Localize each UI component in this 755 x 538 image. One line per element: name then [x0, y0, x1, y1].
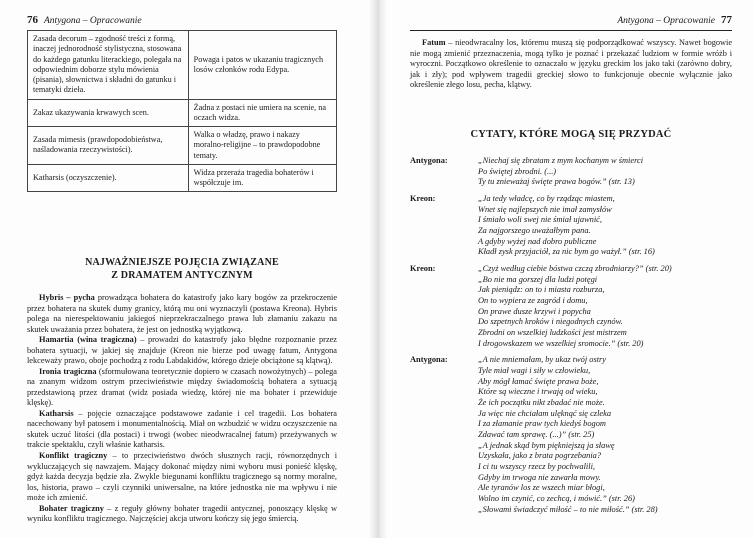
quote-line: „A nie mniemałam, by ukaz twój ostry: [478, 355, 607, 365]
left-page-number: 76: [27, 14, 38, 26]
concept-paragraph: [27, 335, 337, 367]
quote-line: Gdyby im trwoga nie zawarła mowy.: [478, 472, 601, 482]
table-row: [28, 99, 337, 127]
left-running-title: Antygona – Opracowanie: [44, 16, 142, 26]
left-page: [0, 0, 377, 538]
quote-line: Jak pieniądz: on to i miasta rozburza,: [478, 285, 605, 295]
concept-term: Hybris – pycha: [39, 293, 95, 302]
quote-line: Za najgorszego uważałbym pana.: [478, 226, 591, 236]
right-header-rule: [410, 30, 732, 31]
concepts-body: [27, 293, 337, 525]
quote-speaker: Antygona:: [410, 355, 448, 365]
quote-line: I ci tu wszyscy rzecz by pochwalili,: [478, 462, 595, 472]
table-cell-right: Widza przeraża tragedia bohaterów i współczuje im.: [188, 164, 336, 192]
quote-line: I za złamanie praw tych kiedyś bogom: [478, 419, 606, 429]
quote-line: Ty tu znieważaj święte prawa bogów.” (str. 13): [478, 177, 635, 187]
concept-term: Hamartia (wina tragiczna): [39, 335, 137, 345]
quote-line: I śmiało woli swej nie śmiał ujawnić,: [478, 215, 602, 225]
quote-line: Do szpetnych kroków i niegodnych czynów.: [478, 317, 623, 327]
quote-line: Ja więc nie chciałam ulęknąć się czleka: [478, 408, 612, 418]
table-cell-left: Katharsis (oczyszczenie).: [28, 164, 189, 192]
quote-line: „Czyż według ciebie bóstwa czczą zbrodniarzy?” (str. 20): [478, 264, 672, 274]
concepts-section-title: [27, 256, 337, 282]
section-title-line-2: Z DRAMATEM ANTYCZNYM: [111, 270, 253, 281]
quote-block: [410, 264, 732, 349]
concept-paragraph: [27, 293, 337, 335]
right-running-head: [617, 14, 732, 26]
quote-block: [410, 355, 732, 515]
quote-line: Po świętej zbrodni. (...): [478, 166, 557, 176]
book-gutter: [369, 0, 387, 538]
table-row: [28, 127, 337, 165]
concept-term: Konflikt tragiczny: [39, 450, 108, 460]
quote-lines: [478, 264, 672, 349]
fatum-paragraph: [410, 38, 732, 91]
table-cell-left: Zasada decorum – zgodność treści z formą, inaczej jednorodność stylistyczna, stosowana do każdego gatunku literackiego, polegała na odpowiednim doborze stylu mówienia (pisania), słownictwa i składni do gatunku i tematyki dzieła.: [28, 31, 189, 100]
quote-line: „Niechaj się zbratam z mym kochanym w śmierci: [478, 156, 644, 165]
quote-lines: [478, 156, 643, 188]
table-cell-right: Powaga i patos w ukazaniu tragicznych losów członków rodu Edypa.: [188, 31, 336, 100]
quote-line: Kładł zysk przyjaciół, za nic bym go ważył.” (str. 16): [478, 247, 655, 257]
quotes-section-title: CYTATY, KTÓRE MOGĄ SIĘ PRZYDAĆ: [470, 129, 672, 140]
section-title-line-1: NAJWAŻNIEJSZE POJĘCIA ZWIĄZANE: [85, 257, 279, 268]
quote-line: A gdyby wyżej nad dobro publiczne: [478, 236, 597, 246]
right-page: [377, 0, 754, 538]
quote-line: Wolno im czynić, co zechcą, i mówić.” (str. 26): [478, 494, 635, 504]
table-cell-left: Zasada mimesis (prawdopodobieństwa, naśladowania rzeczywistości).: [28, 127, 189, 165]
quote-block: [410, 194, 732, 258]
quote-line: Tyle miał wagi i siły w człowieku,: [478, 366, 591, 376]
quote-block: [410, 156, 732, 188]
concept-paragraph: [27, 451, 337, 504]
table-cell-right: Żadna z postaci nie umiera na scenie, na oczach widza.: [188, 99, 336, 127]
table-row: [28, 31, 337, 100]
quote-line: Ale tyranów los ze wszech miar błogi,: [478, 483, 605, 493]
concept-definition: (sformułowana teoretycznie dopiero w czasach nowożytnych) – polega na znanym widzom ostrym przeciwieństwie między świadomością bohatera a sytuacją przedstawioną przez dramat (widz posiada wiedzę, której nie ma bohater i przewiduje klęskę).: [27, 366, 337, 408]
concept-definition: – z reguły główny bohater tragedii antycznej, ponoszący klęskę w wyniku konfliktu tragicznego. Najczęściej akcja utworu kończy się jego śmiercią.: [27, 503, 337, 524]
quote-line: Uzyskała, jako z brata pogrzebania?: [478, 451, 602, 461]
concept-term: Katharsis: [39, 408, 74, 418]
concept-paragraph: [27, 367, 337, 409]
table-cell-left: Zakaz ukazywania krwawych scen.: [28, 99, 189, 127]
fatum-term: Fatum: [422, 38, 446, 47]
right-running-title: Antygona – Opracowanie: [617, 16, 715, 26]
quote-line: On to wypiera ze zagród i domu,: [478, 296, 588, 306]
table-row: [28, 164, 337, 192]
rules-table: [27, 30, 337, 192]
concept-definition: – to przeciwieństwo dwóch słusznych racji, równorzędnych i wykluczających się nawzajem. Mający dokonać między nimi wyboru musi ponieść klęskę, gdyż każda decyzja będzie zła. Zwykle biegunami konfliktu tragicznego są normy moralne, los, historia, prawo – czyli czynniki uniwersalne, na które jednostka nie ma wpływu i nie może ich zmienić.: [27, 450, 338, 503]
quote-lines: [478, 194, 655, 258]
quote-line: Które są wieczne i trwają od wieku,: [478, 387, 598, 397]
concept-paragraph: [27, 504, 337, 525]
quote-line: „Ja tedy władcę, co by rządząc miastem,: [478, 194, 615, 204]
concept-term: Ironia tragiczna: [39, 366, 97, 376]
concept-paragraph: [27, 409, 337, 451]
quote-line: „Bo nie ma gorszej dla ludzi potęgi: [478, 274, 598, 284]
quote-lines: [478, 355, 658, 515]
quote-line: Zdawać tam sprawę. (...)” (str. 25): [478, 430, 595, 440]
quote-line: Wnet się najlepszych nie imał zamysłów: [478, 204, 612, 214]
fatum-text: – nieodwracalny los, któremu muszą się podporządkować wszyscy. Nawet bogowie nie mogą zmienić przeznaczenia, mogą tylko je poznać i przekazać ludziom w formie wróżb i wyroczni. Początkowo określenie to oznaczało w języku greckim los jako taki (zarówno dobry, jak i zły); pod wpływem tragedii greckiej słowo to funkcjonuje obecnie wyłącznie jako określenie złego losu, pecha, klątwy.: [410, 38, 732, 90]
quote-line: Aby mógł łamać święte prawa boże,: [478, 376, 599, 386]
right-page-number: 77: [721, 14, 732, 26]
quote-line: I drogowskazem we wszelkiej sromocie.” (str. 20): [478, 338, 644, 348]
quote-speaker: Kreon:: [410, 194, 436, 204]
table-cell-right: Walka o władzę, prawo i nakazy moralno-religijne – to prawdopodobne tematy.: [188, 127, 336, 165]
quotes-list: [410, 156, 732, 522]
quote-speaker: Antygona:: [410, 156, 448, 165]
concept-definition: – pojęcie oznaczające podstawowe zadanie i cel tragedii. Los bohatera nacechowany był patosem i monumentalnością. Miał on wzbudzić w widzu oczyszczenie na skutek uczuć litości (dla postaci) i trwogi (wobec nieodwracalnej fatum) przeżywanych w trakcie spektaklu, czyli właśnie katharsis.: [27, 408, 337, 450]
quote-line: „A jednak skąd bym piękniejszą ja sławę: [478, 440, 615, 450]
quote-speaker: Kreon:: [410, 264, 436, 274]
quote-line: „Słowami świadczyć miłość – to nie miłość.” (str. 28): [478, 504, 658, 514]
concept-definition: prowadząca bohatera do katastrofy jako kary bogów za przekroczenie przez bohatera na skutek dumy granicy, którą mu oni wyznaczyli (postawa Kreona). Hybris polega na nierespektowaniu jakiegoś nieprzekraczalnego prawa lub złamaniu zakazu na skutek uważania przez bohatera, że jest on jednostką wyjątkową.: [27, 293, 337, 334]
left-running-head: [27, 14, 142, 26]
quote-line: On prawe dusze krzywi i popycha: [478, 306, 591, 316]
quote-line: Że ich początku nikt zbadać nie może.: [478, 398, 605, 408]
concept-definition: – prowadzi do katastrofy jako błędne rozpoznanie przez bohatera sytuacji, w jakiej się znajduje (Kreon nie bierze pod uwagę fatum, Antygona lekceważy prawo, oboje pochodzą z rodu Labdakidów, którego dzieje obciążone są klątwą).: [27, 335, 337, 366]
quote-line: Zbrodni on wszelkiej ludzkości jest mistrzem: [478, 328, 627, 338]
concept-term: Bohater tragiczny: [39, 503, 104, 513]
